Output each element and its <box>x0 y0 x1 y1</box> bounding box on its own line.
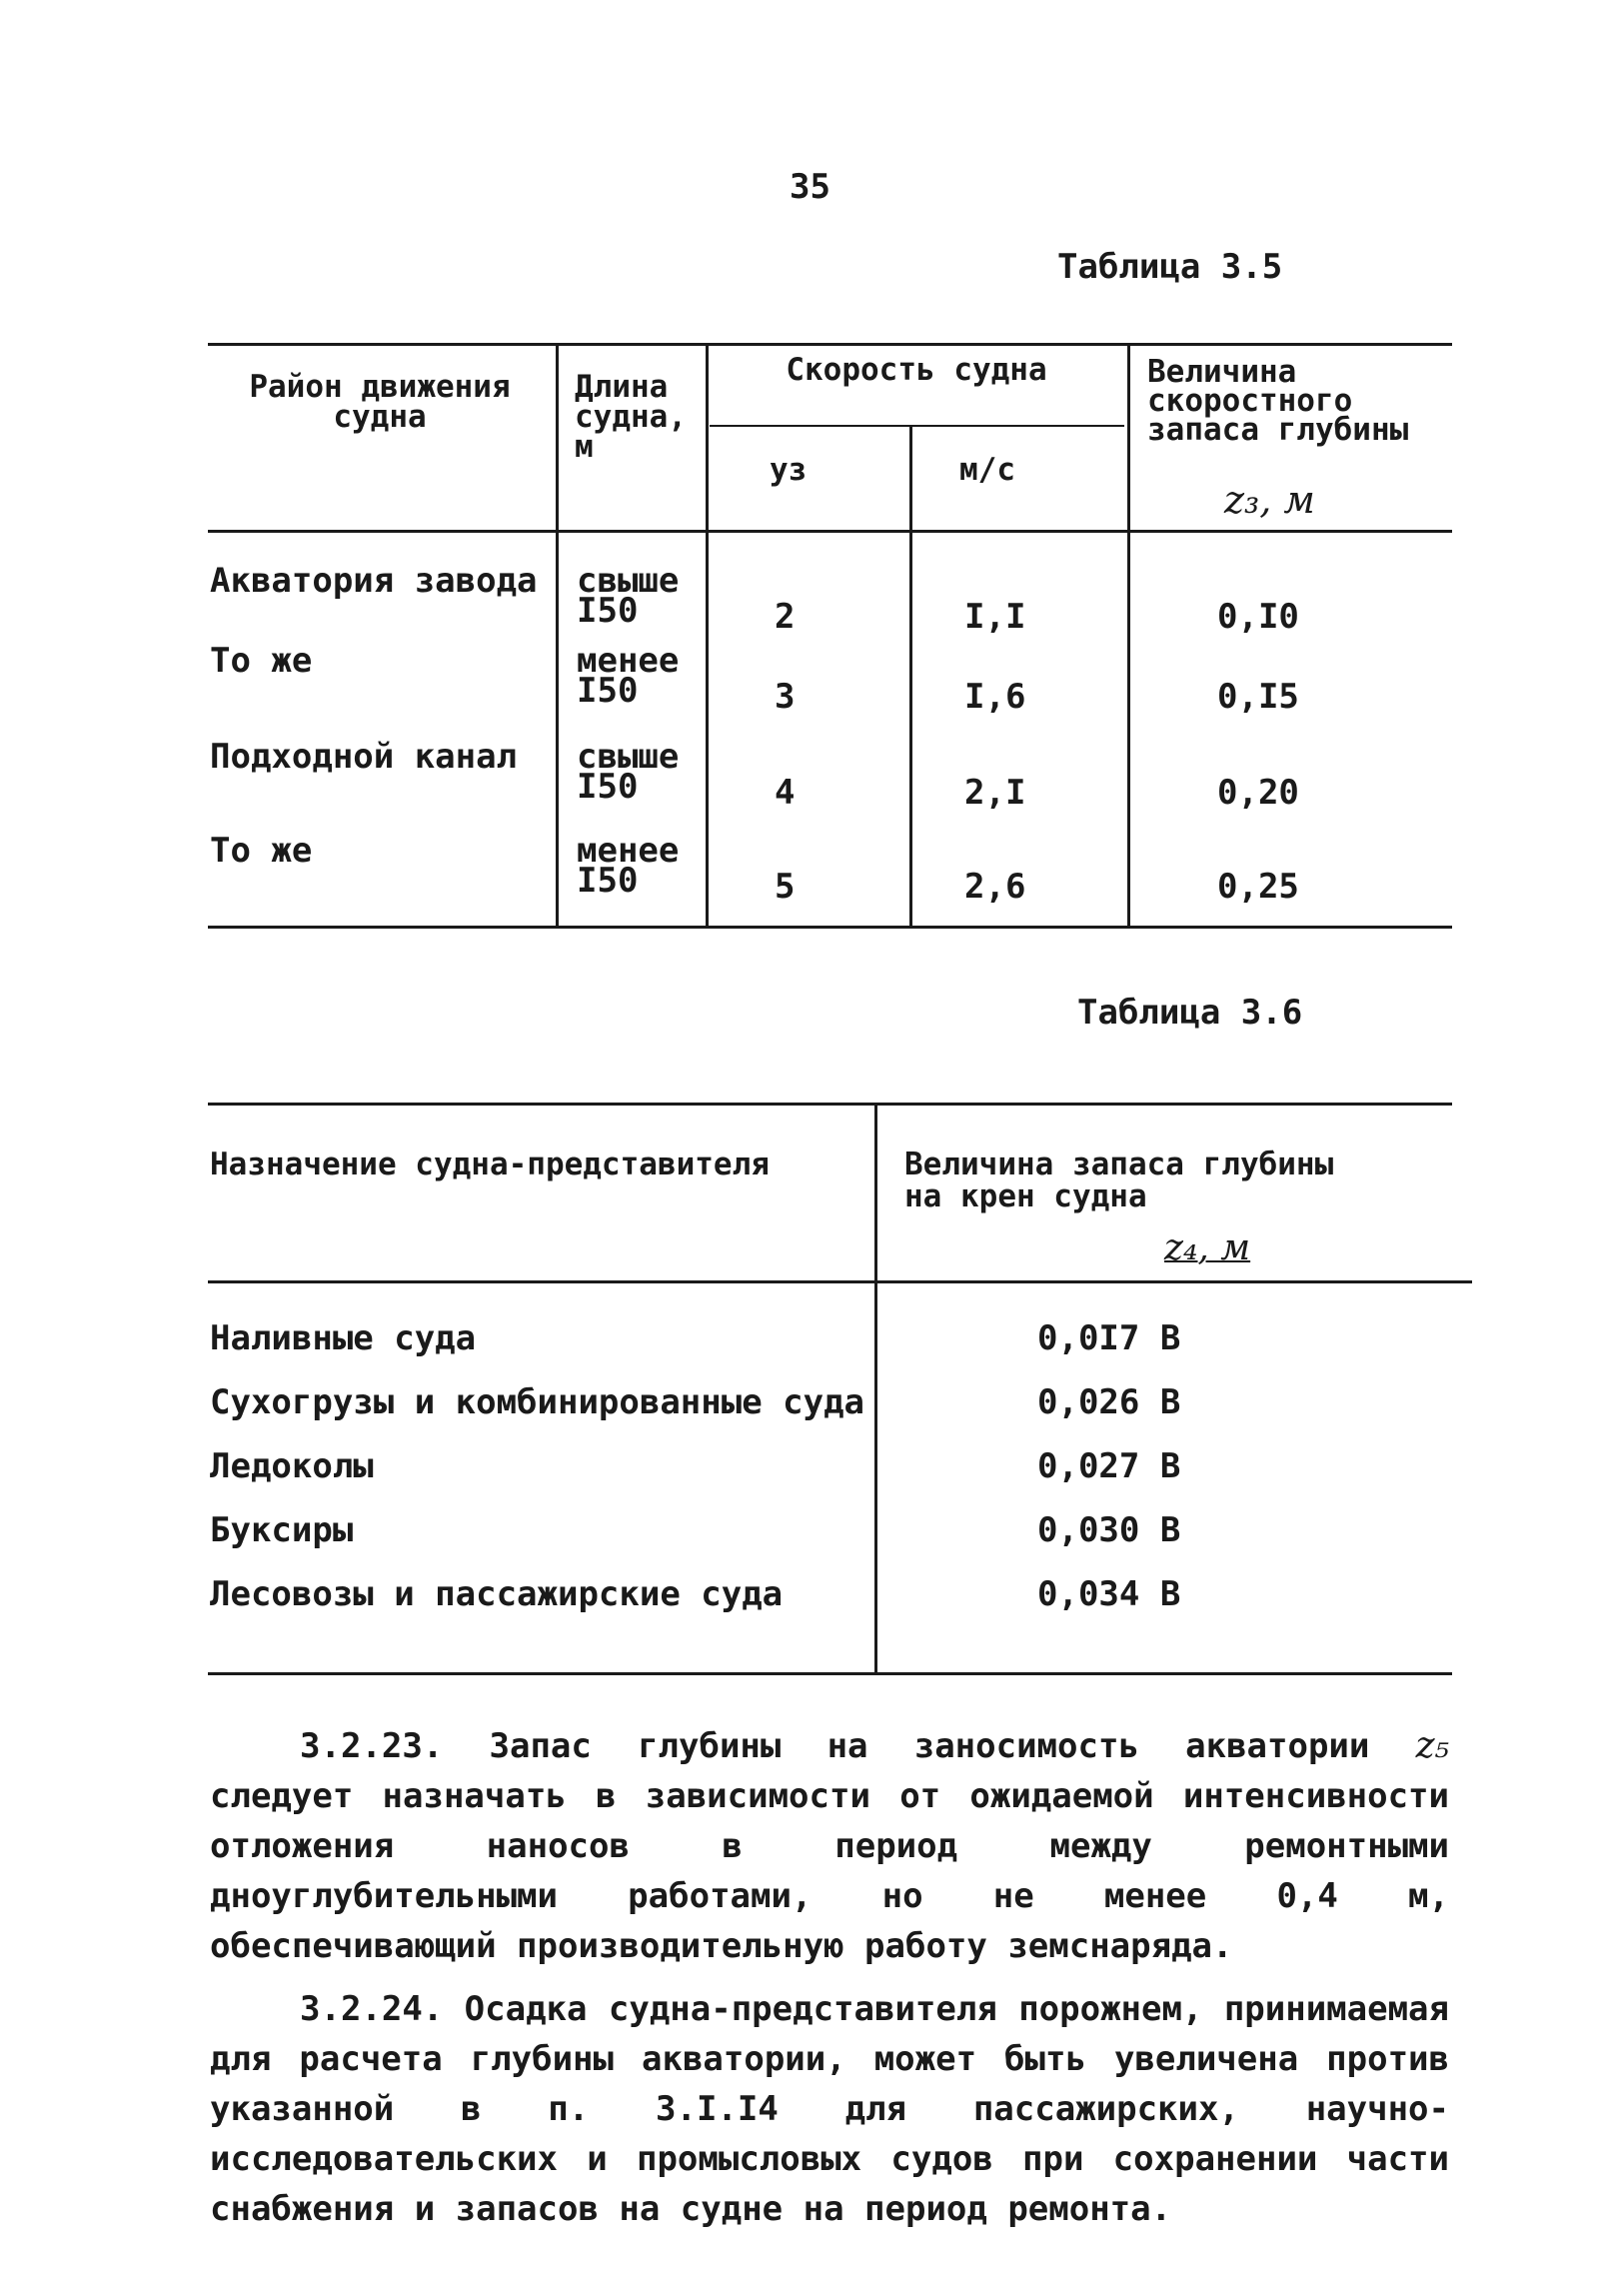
cell-length-qualifier: менее <box>577 641 680 681</box>
header-length: Длина судна, м <box>575 369 687 465</box>
header-knots: уз <box>770 452 808 488</box>
header-purpose: Назначение судна-представителя <box>210 1147 770 1182</box>
header-symbol-z4: z₄, м <box>1164 1227 1251 1268</box>
cell-ms: 2,6 <box>964 867 1026 907</box>
paragraph-3-2-23 <box>210 1721 1449 1971</box>
cell-purpose: Ледоколы <box>210 1446 374 1486</box>
cell-ms: I,6 <box>964 677 1026 717</box>
cell-knots: 5 <box>775 867 796 907</box>
cell-region: Подходной канал <box>210 737 518 777</box>
paragraph-text: следует назначать в зависимости от ожидаемой интенсивности отложения наносов в период между ремонтными дноуглубительными работами, но не менее 0,4 м, обеспечивающий производительную работу земснаряда. <box>210 1776 1449 1966</box>
cell-length-qualifier: свыше <box>577 561 680 601</box>
column-divider <box>706 345 709 928</box>
header-reserve-line2: на крен судна <box>904 1178 1147 1214</box>
cell-region: Акватория завода <box>210 561 538 601</box>
cell-length-value: I50 <box>577 591 639 631</box>
table-rule-top <box>208 343 1452 346</box>
cell-knots: 4 <box>775 773 796 813</box>
cell-reserve: 0,I0 <box>1217 597 1299 637</box>
header-reserve: Величина скоростного запаса глубины <box>1147 354 1409 448</box>
speed-subheader-rule <box>710 425 1124 427</box>
header-speed: Скорость судна <box>786 352 1047 388</box>
paragraph-3-2-24: 3.2.24. Осадка судна-представителя порожнем, принимаемая для расчета глубины акватории, может быть увеличена против указанной в п. 3.I.I4 для пассажирских, научно-исследовательских и промысловых судов при сохранении части снабжения и запасов на судне на период ремонта. <box>210 1989 1449 2229</box>
table-rule-header <box>208 1280 1472 1283</box>
cell-knots: 3 <box>775 677 796 717</box>
cell-knots: 2 <box>775 597 796 637</box>
cell-region: То же <box>210 641 313 681</box>
paragraph-text: 3.2.23. Запас глубины на заносимость акватории <box>300 1726 1370 1766</box>
page-number: 35 <box>790 167 830 207</box>
column-divider <box>874 1105 877 1674</box>
cell-reserve: 0,20 <box>1217 773 1299 813</box>
cell-value: 0,030 В <box>1037 1510 1181 1550</box>
cell-reserve: 0,I5 <box>1217 677 1299 717</box>
table-3-6-title: Таблица 3.6 <box>1077 993 1303 1033</box>
cell-purpose: Наливные суда <box>210 1318 477 1358</box>
symbol-z5: z₅ <box>1415 1725 1449 1766</box>
table-rule-header <box>208 530 1452 533</box>
cell-length-qualifier: свыше <box>577 737 680 777</box>
column-divider <box>909 426 912 928</box>
cell-value: 0,0I7 В <box>1037 1318 1181 1358</box>
cell-length-value: I50 <box>577 767 639 807</box>
cell-purpose: Буксиры <box>210 1510 354 1550</box>
cell-purpose: Сухогрузы и комбинированные суда <box>210 1382 865 1422</box>
cell-reserve: 0,25 <box>1217 867 1299 907</box>
header-region: Район движения судна <box>249 369 511 435</box>
cell-value: 0,026 В <box>1037 1382 1181 1422</box>
table-rule-top <box>208 1103 1452 1106</box>
cell-purpose: Лесовозы и пассажирские суда <box>210 1574 784 1614</box>
column-divider <box>556 345 559 928</box>
header-reserve-line1: Величина запаса глубины <box>904 1147 1334 1182</box>
cell-length-qualifier: менее <box>577 831 680 871</box>
header-symbol-z3: z₃, м <box>1224 478 1315 522</box>
cell-ms: 2,I <box>964 773 1026 813</box>
cell-region: То же <box>210 831 313 871</box>
cell-value: 0,027 В <box>1037 1446 1181 1486</box>
column-divider <box>1127 345 1130 928</box>
table-rule-bottom <box>208 926 1452 929</box>
cell-length-value: I50 <box>577 861 639 901</box>
header-ms: м/с <box>959 452 1015 488</box>
cell-length-value: I50 <box>577 671 639 711</box>
cell-ms: I,I <box>964 597 1026 637</box>
cell-value: 0,034 В <box>1037 1574 1181 1614</box>
table-3-5-title: Таблица 3.5 <box>1057 247 1283 287</box>
table-rule-bottom <box>208 1672 1452 1675</box>
